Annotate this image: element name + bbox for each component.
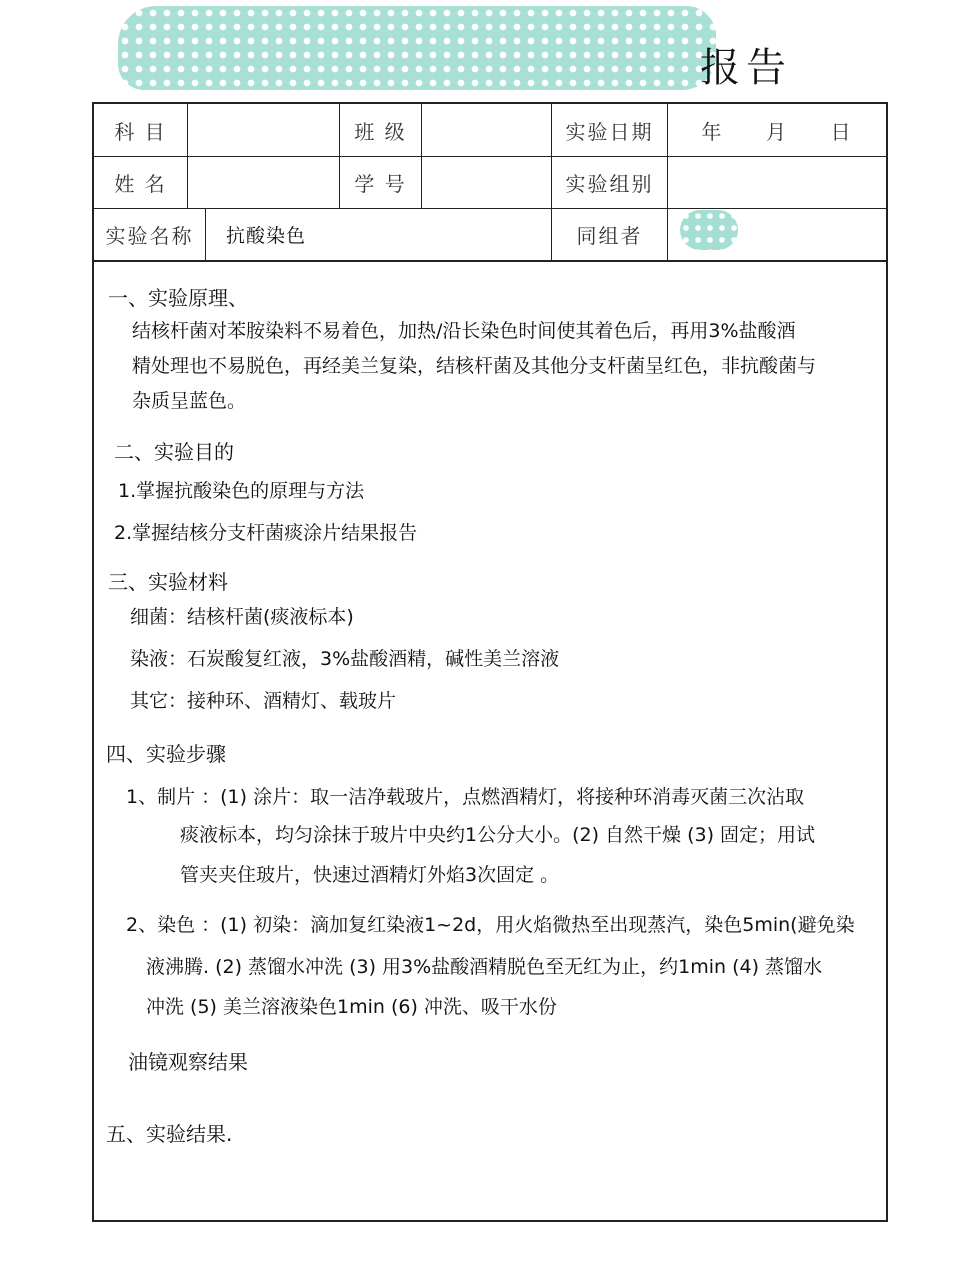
name-label: 姓 名 [94,156,188,208]
student-id-field[interactable] [422,156,552,208]
date-label: 实验日期 [552,104,668,156]
principle-line-3: 杂质呈蓝色。 [132,390,247,412]
steps-line-2: 痰液标本，均匀涂抹于玻片中央约1公分大小。(2) 自然干燥 (3) 固定；用试 [180,824,816,846]
partner-label: 同组者 [552,208,668,260]
header-row-3 [94,208,886,262]
name-field[interactable] [188,156,340,208]
steps-line-3: 管夹夹住玻片，快速过酒精灯外焰3次固定 。 [180,864,560,886]
student-id-label: 学 号 [340,156,422,208]
class-label: 班 级 [340,104,422,156]
materials-line-2: 染液：石炭酸复红液，3%盐酸酒精，碱性美兰溶液 [130,648,560,670]
experiment-name-value[interactable]: 抗酸染色 [206,208,552,260]
section-3-title: 三、实验材料 [108,570,228,594]
purpose-line-1: 1.掌握抗酸染色的原理与方法 [118,480,365,502]
report-title: 报告 [700,45,792,91]
header-row-2 [94,156,886,209]
group-field[interactable] [668,156,886,208]
experiment-name-label: 实验名称 [94,208,206,260]
date-day: 日 [830,119,853,144]
date-field[interactable] [668,104,886,156]
steps-line-5: 液沸腾. (2) 蒸馏水冲洗 (3) 用3%盐酸酒精脱色至无红为止，约1min (4) 蒸馏水 [146,956,823,978]
purpose-line-2: 2.掌握结核分支杆菌痰涂片结果报告 [114,522,418,544]
principle-line-2: 精处理也不易脱色，再经美兰复染，结核杆菌及其他分支杆菌呈红色，非抗酸菌与 [132,355,817,377]
steps-line-7: 油镜观察结果 [128,1050,248,1074]
section-4-title: 四、实验步骤 [106,742,226,766]
group-label: 实验组别 [552,156,668,208]
class-field[interactable] [422,104,552,156]
materials-line-1: 细菌：结核杆菌(痰液标本) [130,606,354,628]
steps-line-4: 2、染色 ：(1) 初染：滴加复红染液1~2d，用火焰微热至出现蒸汽，染色5min(避免染 [126,914,855,936]
section-1-title: 一、实验原理、 [108,286,248,310]
steps-line-6: 冲洗 (5) 美兰溶液染色1min (6) 冲洗、吸干水份 [146,996,557,1018]
materials-line-3: 其它：接种环、酒精灯、载玻片 [130,690,397,712]
subject-field[interactable] [188,104,340,156]
section-5-title: 五、实验结果. [106,1122,233,1146]
decorative-tape [118,6,716,90]
principle-line-1: 结核杆菌对苯胺染料不易着色，加热/沿长染色时间使其着色后，再用3%盐酸酒 [132,320,796,342]
date-month: 月 [765,119,788,144]
partner-name-cover [680,210,738,250]
report-form [92,102,888,1222]
subject-label: 科 目 [94,104,188,156]
report-body [94,262,886,1222]
steps-line-1: 1、制片 ：(1) 涂片：取一洁净载玻片，点燃酒精灯，将接种环消毒灭菌三次沾取 [126,786,805,808]
section-2-title: 二、实验目的 [114,440,234,464]
date-year: 年 [701,119,724,144]
header-row-1 [94,104,886,157]
